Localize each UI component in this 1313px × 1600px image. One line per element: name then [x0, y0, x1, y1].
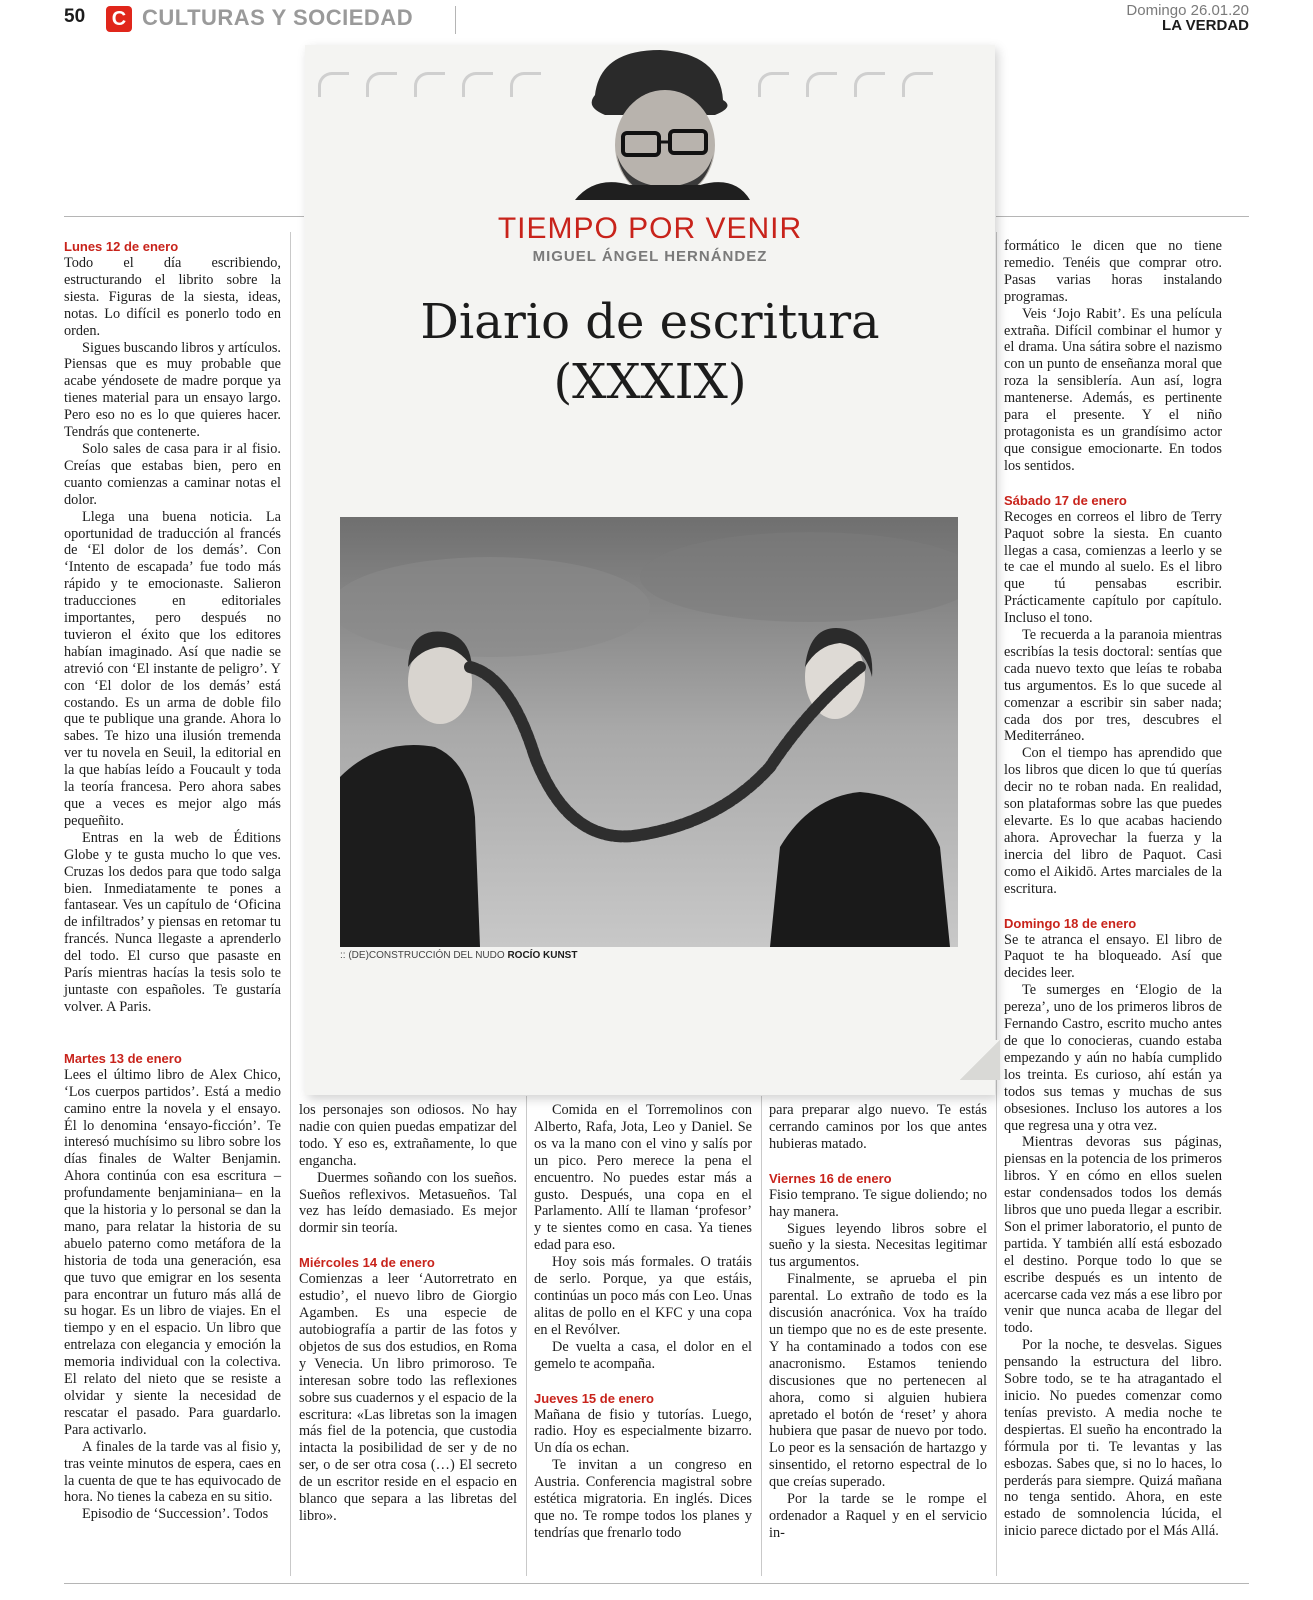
ring-icon — [366, 72, 397, 97]
column-5 — [1004, 238, 1222, 1540]
caption-text: (DE)CONSTRUCCIÓN DEL NUDO — [348, 950, 505, 961]
day-heading: Domingo 18 de enero — [1004, 915, 1137, 931]
author-portrait — [555, 45, 755, 200]
paragraph: Todo el día escribiendo, estructurando el librito sobre la siesta. Figuras de la siesta, ideas, notas. Lo difícil es ponerlo todo en orden. — [64, 255, 281, 339]
headline — [330, 292, 970, 412]
paragraph: Comienzas a leer ‘Autorretrato en estudio’, el nuevo libro de Giorgio Agamben. Es una especie de autobiografía a partir de las fotos y objetos de sus dos estudios, en Roma y Venecia. Un libro primoroso. Te interesan sobre todo las reflexiones sobre sus cuadernos y el espacio de la escritura: «Las libretas son la imagen más fiel de la potencia, que custodia intacta la posibilidad de ser y de no ser, o de ser otra cosa (…) El secreto de un escritor reside en el espacio en blanco que separa a las libretas del libro». — [299, 1271, 517, 1524]
ring-icon — [902, 72, 933, 97]
paragraph: Duermes soñando con los sueños. Sueños reflexivos. Metasueños. Tal vez has leído demasiado. Es mejor dormir sin teoría. — [299, 1169, 517, 1237]
day-heading: Miércoles 14 de enero — [299, 1255, 435, 1271]
issue-date: Domingo 26.01.20 — [1126, 2, 1249, 19]
day-heading: Lunes 12 de enero — [64, 239, 179, 254]
paragraph: Se te atranca el ensayo. El libro de Paquot te ha bloqueado. Así que decides leer. — [1004, 931, 1222, 982]
paragraph: Te invitan a un congreso en Austria. Conferencia magistral sobre estética migratoria. En inglés. Dices que no. Te rompe todos los planes y tendrías que frenarlo todo — [534, 1457, 752, 1541]
paragraph: Con el tiempo has aprendido que los libros que dicen lo que tú querías decir no te roban nada. En realidad, son plataformas sobre las que puedes elevarte. Es lo que acabas haciendo ahora. Aprovechar la fuerza y la inercia del libro de Paquot. Casi como el Aikidō. Artes marciales de la escritura. — [1004, 745, 1222, 897]
day-heading: Sábado 17 de enero — [1004, 492, 1127, 508]
photo-caption — [340, 950, 577, 961]
caption-credit: ROCÍO KUNST — [507, 950, 578, 961]
headline-line-1: Diario de escritura — [420, 294, 880, 350]
paragraph: A finales de la tarde vas al fisio y, tras veinte minutos de espera, caes en la cuenta de que te has equivocado de hora. No tienes la cabeza en su sitio. — [64, 1438, 281, 1506]
column-kicker: TIEMPO POR VENIR — [497, 212, 803, 245]
ring-icon — [318, 72, 349, 97]
column-divider — [526, 1096, 527, 1576]
caption-marker: :: — [340, 950, 346, 961]
paragraph: Fisio temprano. Te sigue doliendo; no hay manera. — [769, 1186, 987, 1220]
paragraph: para preparar algo nuevo. Te estás cerrando caminos por los que antes hubieras matado. — [769, 1102, 987, 1152]
byline: MIGUEL ÁNGEL HERNÁNDEZ — [532, 248, 768, 265]
page-number: 50 — [64, 6, 86, 27]
headline-line-2: (XXXIX) — [553, 354, 747, 410]
ring-icon — [854, 72, 885, 97]
paragraph: Finalmente, se aprueba el pin parental. Lo extraño de todo es la discusión anacrónica. Vox ha traído un tiempo que no es de este presente. Y ha contaminado a todos con ese anacronismo. Estamos teniendo discusiones que no pertenecen al ahora, como si alguien hubiera apretado el botón de ‘reset’ y ahora hubiera que pasar de nuevo por todo. Lo peor es la sensación de hartazgo y sinsentido, el retorno espectral de lo que creías superado. — [769, 1271, 987, 1491]
paragraph: los personajes son odiosos. No hay nadie con quien puedas empatizar del todo. Y eso es, extrañamente, lo que engancha. — [299, 1102, 517, 1169]
newspaper-name: LA VERDAD — [1162, 17, 1249, 34]
ring-icon — [758, 72, 789, 97]
paragraph: Por la noche, te desvelas. Sigues pensando la estructura del libro. Sobre todo, se te ha atragantado el inicio. No puedes comenzar como tenías previsto. A media noche te despiertas. El sueño ha encontrado la fórmula por ti. Te levantas y las esbozas. Sabes que, si no lo haces, lo perderás para siempre. Quizá mañana no tenga sentido. Ahora, en este estado de somnolencia lúcida, el inicio parece dictado por el Más Allá. — [1004, 1337, 1222, 1540]
day-heading: Jueves 15 de enero — [534, 1390, 654, 1406]
paragraph: Veis ‘Jojo Rabit’. Es una película extraña. Difícil combinar el humor y el drama. Una sátira sobre el nazismo con un punto de enseñanza moral que roza la sensiblería. Aun así, logra mantenerse. Además, es pertinente para el presente. Y el niño protagonista es un grandísimo actor que consigue emocionarte. En todos los sentidos. — [1004, 305, 1222, 474]
paragraph: Sigues leyendo libros sobre el sueño y la siesta. Necesitas legitimar tus argumentos. — [769, 1220, 987, 1271]
paragraph: Hoy sois más formales. O tratáis de serlo. Porque, ya que estáis, continúas un poco más con Leo. Unas alitas de pollo en el KFC y una copa en el Revólver. — [534, 1254, 752, 1338]
ring-icon — [414, 72, 445, 97]
header-divider — [455, 6, 456, 34]
paragraph: Mientras devoras sus páginas, piensas en la potencia de los primeros libros. Y en cómo en ellos suelen estar condensados todos los demás libros que uno pueda llegar a escribir. Son el primer laboratorio, el punto de partida. Y también allí está esbozado el destino. Porque todo lo que se escribe después es un intento de acercarse cada vez más a ese libro por venir que nunca acaba de llegar del todo. — [1004, 1134, 1222, 1337]
column-divider — [996, 232, 997, 1576]
paragraph: De vuelta a casa, el dolor en el gemelo te acompaña. — [534, 1338, 752, 1372]
paragraph: formático le dicen que no tiene remedio. Tenéis que comprar otro. Pasas varias horas instalando programas. — [1004, 238, 1222, 305]
day-heading: Martes 13 de enero — [64, 1050, 182, 1066]
paragraph: Episodio de ‘Succession’. Todos — [82, 1506, 269, 1523]
column-divider — [761, 1096, 762, 1576]
section-logo: C — [106, 6, 132, 32]
column-1 — [64, 238, 281, 1523]
paragraph: Llega una buena noticia. La oportunidad de traducción al francés de ‘El dolor de los demás’. Con ‘Intento de escapada’ fue todo más rápido y te emocionaste. Salieron traducciones en editoriales importantes, pero después no tuvieron el éxito que los editores habían imaginado. Así que nadie se atrevió con ‘El instante de peligro’. Y con ‘El dolor de los demás’ está costando. Es un arma de doble filo que te publique una grande. Ahora lo sabes. Te hizo una ilusión tremenda ver tu novela en Seuil, la editorial en la que habías leído a Foucault y toda la teoría francesa. Pero ahora sabes que a veces es mejor algo más pequeñito. — [64, 508, 281, 829]
paragraph: Solo sales de casa para ir al fisio. Creías que estabas bien, pero en cuanto comienzas a caminar notas el dolor. — [64, 440, 281, 508]
bottom-rule — [64, 1583, 1249, 1584]
paragraph: Entras en la web de Éditions Globe y te gusta mucho lo que ves. Cruzas los dedos para que todo salga bien. Inmediatamente te pones a fantasear. Ves un capítulo de ‘Oficina de infiltrados’ y piensas en retomar tu francés. Nunca llegaste a aprenderlo del todo. El curso que pasaste en París mientras hacías la tesis solo te juntaste con españoles. Te gustaría volver. A Paris. — [64, 829, 281, 1015]
column-2 — [299, 1102, 517, 1525]
paragraph: Te sumerges en ‘Elogio de la pereza’, uno de los primeros libros de Fernando Castro, escrito mucho antes de que lo conocieras, cuando estaba empezando y aún no había cumplido los treinta. Es curioso, ahí están ya todos sus temas y muchas de sus obsesiones. Incluso los autores a los que regresa una y otra vez. — [1004, 982, 1222, 1134]
ring-icon — [462, 72, 493, 97]
ring-icon — [510, 72, 541, 97]
top-rule-left — [64, 216, 304, 217]
paragraph: Te recuerda a la paranoia mientras escribías la tesis doctoral: sentías que cada nuevo texto que leías te robaba tus argumentos. Es lo que sucede al comenzar a escribir sin saber nada; cada dos por tres, descubres el Mediterráneo. — [1004, 627, 1222, 745]
paragraph: Comida en el Torremolinos con Alberto, Rafa, Jota, Leo y Daniel. Se os va la mano con el vino y salís por un pico. Pero merece la pena el encuentro. No puedes estar más a gusto. Después, una copa en el Parlamento. Allí te llaman ‘profesor’ y te sientes como en casa. Ya tienes edad para eso. — [534, 1102, 752, 1254]
paragraph: Recoges en correos el libro de Terry Paquot sobre la siesta. En cuanto llegas a casa, comienzas a leerlo y se te cae el mundo al suelo. Es el libro que tú pensabas escribir. Prácticamente capítulo por capítulo. Incluso el tono. — [1004, 508, 1222, 627]
day-heading: Viernes 16 de enero — [769, 1170, 892, 1186]
page-curl — [960, 1040, 1000, 1080]
paragraph: Mañana de fisio y tutorías. Luego, radio. Hoy es especialmente bizarro. Un día os echan. — [534, 1406, 752, 1457]
column-3 — [534, 1102, 752, 1542]
column-divider — [290, 232, 291, 1576]
paragraph: Lees el último libro de Alex Chico, ‘Los cuerpos partidos’. Está a medio camino entre la novela y el ensayo. Él lo denomina ‘ensayo-ficción’. Te interesó muchísimo su libro sobre los días finales de Walter Benjamin. Ahora continúa con esa escritura –profundamente benjaminiana– en la que la historia y lo personal se dan la mano, para relatar la historia de su abuelo paterno como metáfora de la historia de toda una generación, esa que tuvo que emigrar en los sesenta para encontrar un futuro más allá de su hogar. Es un libro de viajes. En el tiempo y en el espacio. Un libro que entrelaza con elegancia y emoción la memoria individual con la colectiva. El relato del nieto que se resiste a olvidar y siente la necesidad de rescatar el pasado. Para guardarlo. Para activarlo. — [64, 1066, 281, 1438]
article-photo — [340, 517, 958, 947]
paragraph: Sigues buscando libros y artículos. Piensas que es muy probable que acabe yéndosete de madre porque ya tienes material para un ensayo largo. Pero eso no es lo que quieres hacer. Tendrás que contenerte. — [64, 339, 281, 441]
top-rule-right — [996, 216, 1249, 217]
column-4 — [769, 1102, 987, 1542]
section-title: CULTURAS Y SOCIEDAD — [142, 5, 414, 30]
paragraph: Por la tarde se le rompe el ordenador a Raquel y en el servicio in- — [769, 1491, 987, 1541]
ring-icon — [806, 72, 837, 97]
